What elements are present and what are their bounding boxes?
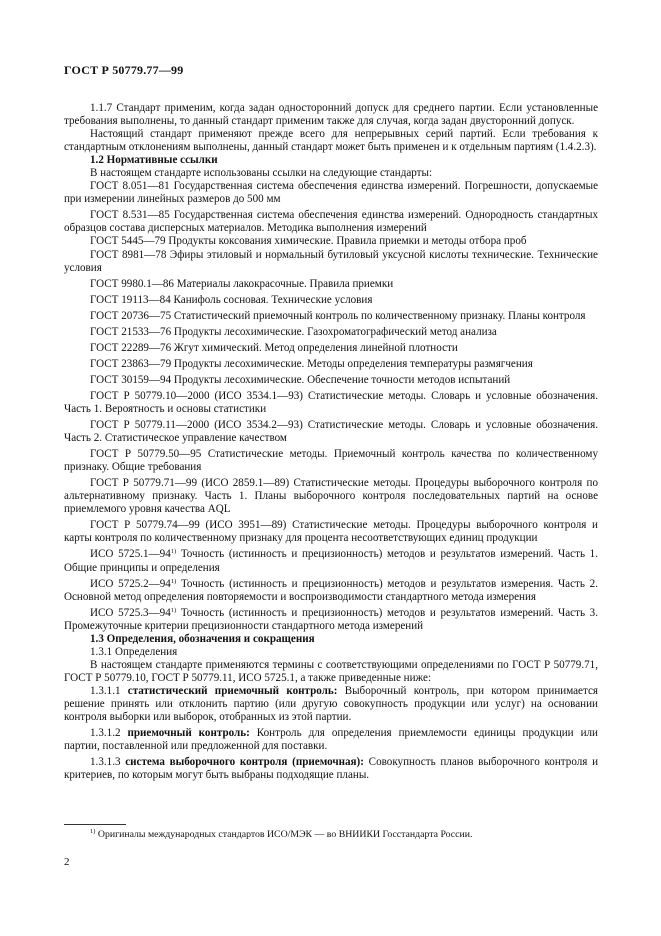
paragraph: Настоящий стандарт применяют прежде всего для непрерывных серий партий. Если требования к стандартным отклонениям выполнены, данный стандарт может быть применен и к отдельным партиям (1.4.2.3). [64, 128, 598, 154]
footnote-separator [64, 824, 126, 825]
reference-item: ГОСТ 20736—75 Статистический приемочный контроль по количественному признаку. Планы контроля [90, 309, 586, 322]
subsection-heading: 1.3.1 Определения [90, 645, 178, 658]
section-heading: 1.3 Определения, обозначения и сокращения [90, 632, 315, 645]
footnote-marker: 1) [170, 577, 177, 585]
reference-item: ИСО 5725.1—94$^{1)}$ Точность (истинность и прецизионность) методов и результатов измерений. Часть 1. Общие принципы и определения [64, 548, 598, 574]
reference-item: ГОСТ 8981—78 Эфиры этиловый и нормальный бутиловый уксусной кислоты технические. Технические условия [64, 248, 598, 274]
reference-item: ГОСТ 21533—76 Продукты лесохимические. Газохроматографический метод анализа [90, 325, 497, 338]
footnote-marker: 1) [170, 548, 177, 556]
definition-item: 1.3.1.2 приемочный контроль: Контроль для определения приемлемости единицы продукции или партии, поставленной или предложенной для поставки. [64, 727, 598, 753]
defined-term: статистический приемочный контроль: [127, 684, 338, 697]
page-number: 2 [64, 856, 70, 868]
defined-term: система выборочного контроля (приемочная): [125, 756, 364, 769]
reference-item: ГОСТ 8.051—81 Государственная система обеспечения единства измерений. Погрешности, допускаемые при измерении линейных размеров до 500 мм [64, 180, 598, 206]
reference-item: ГОСТ Р 50779.11—2000 (ИСО 3534.2—93) Статистические методы. Словарь и условные обозначения. Часть 2. Статистическое управление качеством [64, 419, 598, 445]
paragraph: В настоящем стандарте использованы ссылки на следующие стандарты: [90, 167, 433, 180]
section-heading: 1.2 Нормативные ссылки [90, 154, 218, 167]
defined-term: приемочный контроль: [127, 727, 250, 740]
reference-item: ГОСТ 23863—79 Продукты лесохимические. Методы определения температуры размягчения [90, 357, 533, 370]
reference-item: ГОСТ Р 50779.50—95 Статистические методы. Приемочный контроль качества по количественному признаку. Общие требования [64, 448, 598, 474]
reference-item: ГОСТ 8.531—85 Государственная система обеспечения единства измерений. Однородность стандартных образцов состава дисперсных материалов. Методика выполнения измерений [64, 209, 598, 235]
reference-item: ГОСТ Р 50779.10—2000 (ИСО 3534.1—93) Статистические методы. Словарь и условные обозначения. Часть 1. Вероятность и основы статистики [64, 389, 598, 415]
footnote-marker: 1) [90, 828, 96, 835]
footnote-marker: 1) [170, 606, 177, 614]
reference-item: ИСО 5725.3—94$^{1)}$ Точность (истинность и прецизионность) методов и результатов измерений. Часть 3. Промежуточные критерии прецизионности стандартного метода измерений [64, 606, 598, 632]
reference-item: ГОСТ Р 50779.74—99 (ИСО 3951—89) Статистические методы. Процедуры выборочного контроля и карты контроля по количественному признаку для процента несоответствующих единиц продукции [64, 519, 598, 545]
reference-item: ГОСТ 9980.1—86 Материалы лакокрасочные. Правила приемки [90, 277, 394, 290]
reference-item: ГОСТ 19113—84 Канифоль сосновая. Технические условия [90, 293, 373, 306]
document-body [64, 102, 598, 782]
reference-item: ГОСТ 22289—76 Жгут химический. Метод определения линейной плотности [90, 341, 458, 354]
paragraph: В настоящем стандарте применяются термины с соответствующими определениями по ГОСТ Р 50779.71, ГОСТ Р 50779.10, ГОСТ Р 50779.11, ИСО 5725.1, а также приведенные ниже: [64, 658, 598, 684]
definition-item: 1.3.1.1 статистический приемочный контроль: Выборочный контроль, при котором принимается решение принять или отклонить партию (или другую совокупность продукции или услуг) на основании контроля выборки или выборок, отобранных из этой партии. [64, 684, 598, 724]
reference-item: ГОСТ Р 50779.71—99 (ИСО 2859.1—89) Статистические методы. Процедуры выборочного контроля по альтернативному признаку. Часть 1. Планы выборочного контроля последовательных партий на основе приемлемого уровня качества AQL [64, 477, 598, 516]
footnote: $^{1)}$ Оригиналы международных стандартов ИСО/МЭК — во ВНИИКИ Госстандарта России. [90, 828, 473, 840]
reference-item: ИСО 5725.2—94$^{1)}$ Точность (истинность и прецизионность) методов и результатов измерения. Часть 2. Основной метод определения повторяемости и воспроизводимости стандартного метода измерения [64, 577, 598, 603]
paragraph: 1.1.7 Стандарт применим, когда задан односторонний допуск для среднего партии. Если установленные требования выполнены, то данный стандарт применим также для случая, когда задан двусторонний допуск. [64, 102, 598, 128]
document-header: ГОСТ Р 50779.77—99 [64, 63, 184, 77]
reference-item: ГОСТ 30159—94 Продукты лесохимические. Обеспечение точности методов испытаний [90, 373, 511, 386]
reference-item: ГОСТ 5445—79 Продукты коксования химические. Правила приемки и методы отбора проб [90, 235, 527, 248]
definition-item: 1.3.1.3 система выборочного контроля (приемочная): Совокупность планов выборочного контроля и критериев, по которым могут быть выбраны подходящие планы. [64, 756, 599, 782]
